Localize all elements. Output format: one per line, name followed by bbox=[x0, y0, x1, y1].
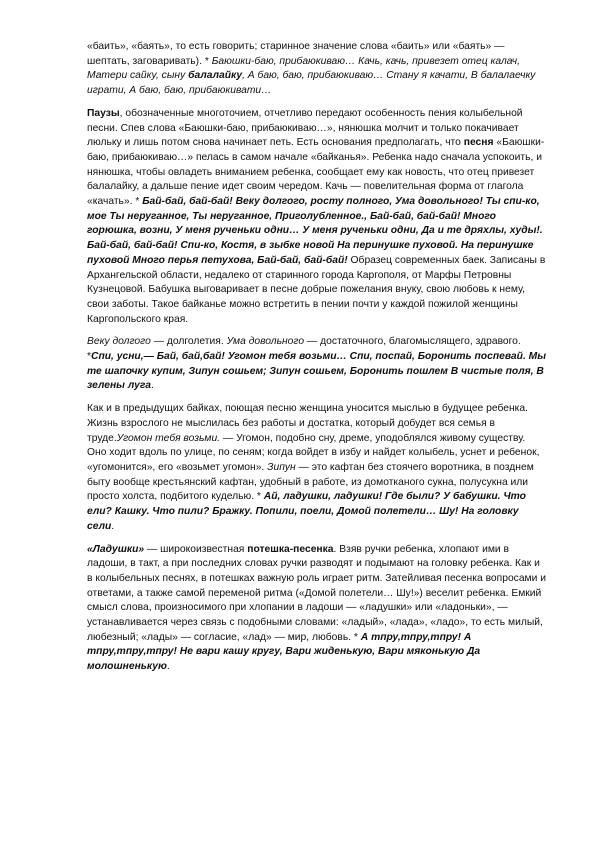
paragraph-1 bbox=[87, 40, 547, 99]
text-run: — Угомон, подобно сну, дреме, уподоблялся живому существу. Оно ходит вдоль по улице, по сеням; когда войдет в избу и найдет колыбель, уснет и ребенок, «угомонится», его «возьмет угомон». bbox=[87, 432, 540, 473]
text-run: — это кафтан без стоячего воротника, в позднем быту вообще крестьянский кафтан, удобный в работе, из домотканого сукна, полусукна или просто холста, подбитого куделью. * bbox=[87, 461, 534, 503]
text-run: . Взяв ручки ребенка, хлопают ими в ладоши, в такт, а при последних словах ручки разводят и подымают на головку ребенка. Как и в колыбельных песнях, в потешках важную роль играет ритм. Затейливая песенка вопросами и ответами, а также самой переменой ритма («Домой полетели… Шу!») веселит ребенка. Емкий смысл слова, произносимого при хлопании в ладоши — «ладушки» или «ладоньки», — устанавливается через связь с подобными словами: «ладый», «лада», «ладо», то есть милый, любезный; «лады» — согласие, «лад» — мир, любовь. * bbox=[87, 543, 546, 643]
paragraph-5 bbox=[87, 543, 547, 675]
text-run: . bbox=[166, 661, 170, 673]
text-run: . bbox=[150, 380, 154, 392]
text-run: потешка-песенка bbox=[247, 543, 334, 555]
text-run: Паузы bbox=[87, 107, 120, 119]
text-run: Баюшки-баю, прибаюкиваю… Качь, качь, привезет отец калач, Матери сайку, сыну bbox=[87, 55, 520, 82]
text-run: «баить», «баять», то есть говорить; старинное значение слова «баить» или «баять» — шептать, заговаривать). * bbox=[87, 41, 505, 67]
text-run: — долголетия. bbox=[150, 336, 227, 348]
text-run: , обозначенные многоточием, отчетливо передают особенность пения колыбельной песни. Спев слова «Баюшки-баю, прибаюкиваю…», нянюшка молчит и только покачивает люльку и лишь потом снова начинает петь. Есть основания предполагать, что bbox=[87, 107, 523, 149]
text-run: Угомон тебя возьми. bbox=[116, 432, 221, 444]
text-run: Ай, ладушки, ладушки! Где были? У бабушки. Что ели? Кашку. Что пили? Бражку. Попили, поели, Домой полетели… Шу! На головку сели bbox=[87, 491, 526, 532]
paragraph-2 bbox=[87, 107, 547, 328]
text-run: Ума довольного bbox=[226, 336, 305, 348]
text-run: . bbox=[111, 520, 115, 532]
text-run: Бай-бай, бай-бай! Веку долгого, росту полного, Ума довольного! Ты спи-ко, мое Ты неруганное, Ты неруганное, Приголубленное., Бай-бай, бай-бай! Много горюшка, возни, У меня рученьки одни… У меня рученьки одни, Да и те дряхлы, худы!. Бай-бай, бай-бай! Спи-ко, Костя, в зыбке новой На перинушке пуховой. На перинушке пуховой Много перья петухова, Бай-бай, бай-бай! bbox=[87, 196, 543, 266]
paragraph-3 bbox=[87, 335, 547, 394]
text-run: песня bbox=[463, 137, 494, 149]
text-run: — достаточного, благомыслящего, здравого. * bbox=[87, 336, 521, 363]
text-run: — широкоизвестная bbox=[144, 543, 248, 555]
text-run: «Баюшки-баю, прибаюкиваю…» пелась в самом начале «байканья». Ребенка надо сначала успокоить, и нянюшка, чтобы овладеть вниманием ребенка, сообщает ему как новость, что отец привезет балалайку, а дальше пение идет своим чередом. Качь — повелительная форма от глагола «качать». * bbox=[87, 137, 545, 208]
text-run: Образец современных баек. Записаны в Архангельской области, недалеко от старинного города Каргополя, от Марфы Петровны Кузнецовой. Бабушка выговаривает в песне добрые пожелания внуку, свою любовь к нему, свои заботы. Такое байканье можно встретить в пении почти у каждой пожилой женщины Каргопольского края. bbox=[87, 254, 546, 325]
paragraph-4 bbox=[87, 402, 547, 534]
text-run: Веку долгого bbox=[87, 336, 151, 348]
text-run: Как и в предыдущих байках, поющая песню женщина уносится мыслью в будущее ребенка. Жизнь взрослого не мыслилась без работы и достатка, который добудет вся семья в труде. bbox=[87, 403, 529, 444]
text-run: Спи, усни,— Бай, бай,бай! Угомон тебя возьми… Спи, поспай, Боронить поспевай. Мы те шапочку купим, Зипун сошьем; Зипун сошьем, Боронить пошлем В чистые поля, В зелены луга bbox=[87, 351, 547, 392]
text-run: , А баю, баю, прибаюкиваю… Стану я качати, В балалаечку играти, А баю, баю, прибаюкивати… bbox=[87, 70, 536, 97]
text-run: Зипун bbox=[267, 461, 296, 473]
text-run: балалайку bbox=[188, 70, 243, 82]
text-run: «Ладушки» bbox=[87, 543, 145, 555]
text-run: А тпру,тпру,тпру! А тпру,тпру,тпру! Не вари кашу кругу, Вари жиденькую, Вари мяконькую Да молошненькую bbox=[87, 631, 481, 673]
